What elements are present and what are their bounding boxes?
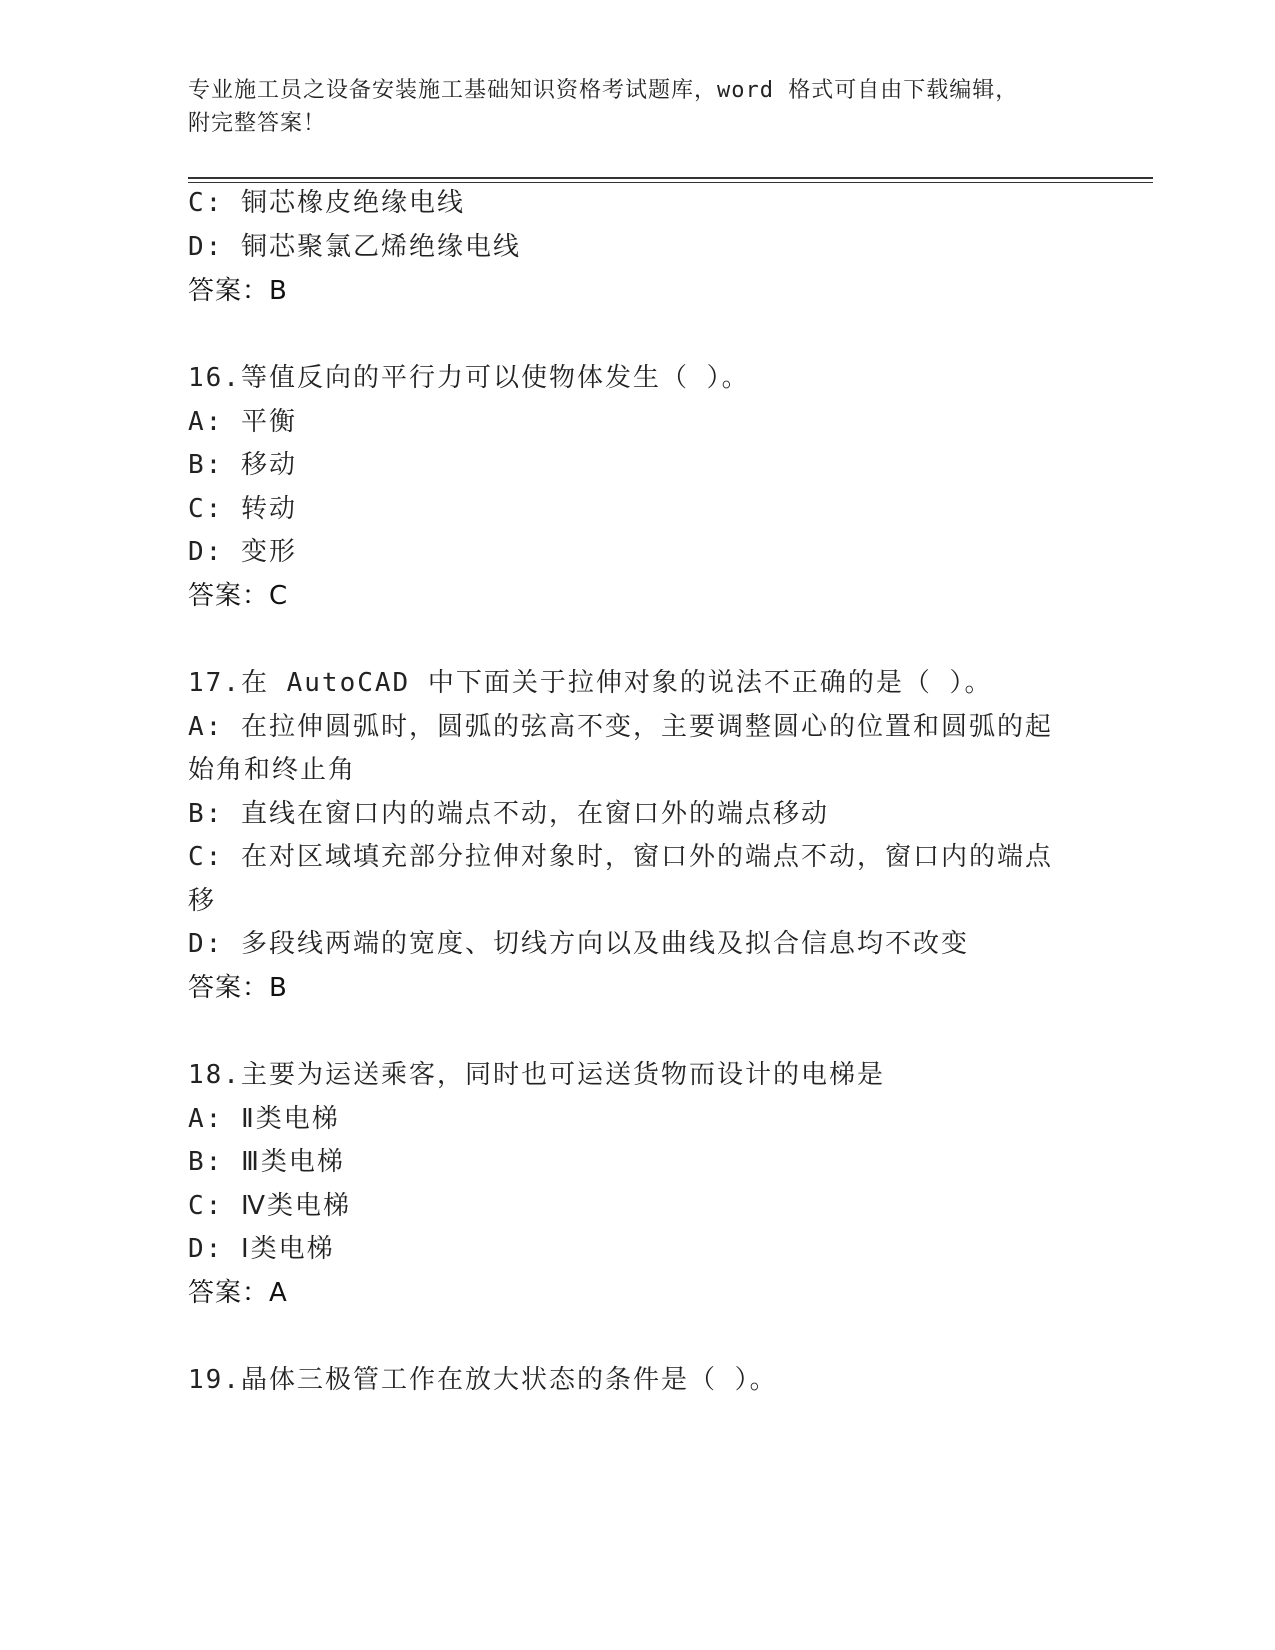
- q17-stem: 17.在 AutoCAD 中下面关于拉伸对象的说法不正确的是（ ）。: [188, 668, 993, 698]
- q16-stem: 16.等值反向的平行力可以使物体发生（ ）。: [188, 363, 750, 393]
- prev-option-c: C: 铜芯橡皮绝缘电线: [188, 188, 465, 218]
- q18-stem: 18.主要为运送乘客，同时也可运送货物而设计的电梯是: [188, 1060, 885, 1090]
- q17-option-a-line-1: A: 在拉伸圆弧时，圆弧的弦高不变，主要调整圆心的位置和圆弧的起: [188, 712, 1053, 742]
- header-title-line-2: 附完整答案！: [188, 111, 327, 136]
- q17-option-c-line-1: C: 在对区域填充部分拉伸对象时，窗口外的端点不动，窗口内的端点: [188, 842, 1053, 872]
- header-divider-thin: [188, 182, 1153, 183]
- q17-option-c-line-2: 移: [188, 886, 217, 916]
- header-divider-thick: [188, 177, 1153, 179]
- prev-option-d: D: 铜芯聚氯乙烯绝缘电线: [188, 232, 521, 262]
- q18-answer: 答案：A: [188, 1278, 288, 1308]
- q16-option-b: B: 移动: [188, 450, 297, 480]
- prev-answer: 答案：B: [188, 276, 288, 306]
- q18-option-b: B: Ⅲ类电梯: [188, 1147, 345, 1177]
- q16-answer: 答案：C: [188, 581, 289, 611]
- q17-answer: 答案：B: [188, 973, 288, 1003]
- q16-option-c: C: 转动: [188, 494, 297, 524]
- q17-option-d: D: 多段线两端的宽度、切线方向以及曲线及拟合信息均不改变: [188, 929, 969, 959]
- q17-option-b: B: 直线在窗口内的端点不动，在窗口外的端点移动: [188, 799, 829, 829]
- header-title-line-1: 专业施工员之设备安装施工基础知识资格考试题库，word 格式可自由下载编辑，: [188, 78, 1019, 103]
- q19-stem: 19.晶体三极管工作在放大状态的条件是（ ）。: [188, 1365, 778, 1395]
- q18-option-d: D: Ⅰ类电梯: [188, 1234, 335, 1264]
- q17-option-a-line-2: 始角和终止角: [188, 755, 357, 785]
- q16-option-d: D: 变形: [188, 537, 297, 567]
- q16-option-a: A: 平衡: [188, 407, 297, 437]
- q18-option-c: C: Ⅳ类电梯: [188, 1191, 351, 1221]
- document-header: [188, 74, 1088, 140]
- q18-option-a: A: Ⅱ类电梯: [188, 1104, 340, 1134]
